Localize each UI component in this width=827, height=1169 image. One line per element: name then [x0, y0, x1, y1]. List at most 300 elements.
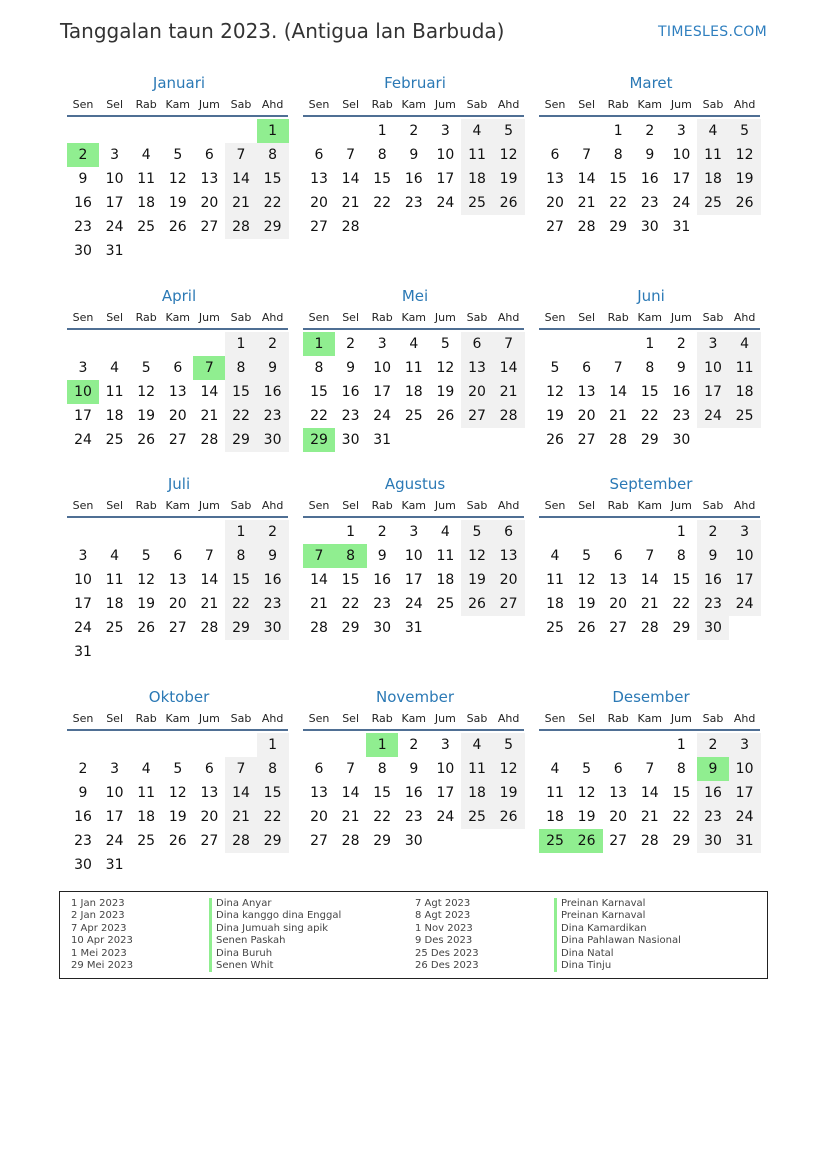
- day-cell: 9: [645, 147, 655, 163]
- day-cell: 28: [200, 432, 219, 448]
- day-cell: 8: [613, 147, 623, 163]
- weekday-label: Sab: [230, 98, 252, 111]
- weekday-label: Sab: [466, 311, 488, 324]
- day-cell: 14: [609, 384, 628, 400]
- day-cell: 27: [168, 432, 187, 448]
- day-cell: 22: [640, 408, 659, 424]
- day-cell: 5: [440, 336, 450, 352]
- month-name: Maret: [629, 74, 673, 92]
- day-cell: 20: [609, 596, 628, 612]
- day-cell: 10: [697, 356, 729, 380]
- day-cell: 20: [200, 195, 219, 211]
- month-name: September: [609, 475, 693, 493]
- day-cell: 7: [645, 761, 655, 777]
- day-cell: 26: [493, 805, 525, 829]
- weekday-label: Kam: [401, 311, 427, 324]
- day-cell: 27: [310, 833, 328, 849]
- day-cell: 16: [404, 171, 423, 187]
- weekday-label: Kam: [165, 712, 191, 725]
- month-name: Februari: [384, 74, 446, 92]
- weekday-label: Sab: [702, 311, 724, 324]
- day-cell: 22: [373, 809, 392, 825]
- day-cell: 5: [173, 761, 183, 777]
- day-cell: 6: [204, 147, 214, 163]
- legend-date: 1 Jan 2023: [71, 898, 125, 909]
- legend-date: 7 Apr 2023: [71, 922, 127, 934]
- day-cell: 25: [461, 805, 493, 829]
- day-cell: 2: [346, 336, 356, 352]
- month-maret: [539, 74, 763, 254]
- day-cell: 26: [729, 191, 761, 215]
- day-cell: 3: [78, 548, 88, 564]
- day-cell: 28: [640, 833, 659, 849]
- day-cell: 3: [110, 147, 120, 163]
- day-cell: 16: [373, 572, 392, 588]
- day-cell: 22: [257, 805, 289, 829]
- day-cell: 29: [672, 620, 691, 636]
- day-cell: 28: [225, 829, 257, 853]
- weekday-label: Sab: [230, 311, 252, 324]
- weekday-label: Rab: [135, 311, 157, 324]
- day-cell: 11: [546, 785, 564, 801]
- weekday-label: Jum: [198, 499, 220, 512]
- day-cell: 22: [672, 809, 691, 825]
- day-cell: 8: [676, 761, 686, 777]
- day-cell: 21: [225, 191, 257, 215]
- day-cell: 19: [168, 809, 187, 825]
- day-cell: 7: [582, 147, 592, 163]
- day-cell: 18: [105, 408, 124, 424]
- day-cell: 19: [577, 596, 596, 612]
- day-cell: 11: [105, 384, 124, 400]
- day-cell: 31: [404, 620, 423, 636]
- weekday-label: Sel: [578, 712, 595, 725]
- day-cell: 10: [373, 360, 392, 376]
- weekday-label: Sel: [106, 98, 123, 111]
- day-cell: 24: [436, 195, 455, 211]
- legend-holiday-name: Dina Jumuah sing apik: [209, 923, 341, 935]
- day-cell: 20: [200, 809, 219, 825]
- day-cell: 9: [409, 147, 419, 163]
- weekday-label: Jum: [670, 311, 692, 324]
- day-cell: 17: [105, 809, 124, 825]
- day-cell: 31: [672, 219, 691, 235]
- day-cell: 10: [436, 761, 455, 777]
- day-cell: 11: [404, 360, 423, 376]
- day-cell: 28: [577, 219, 596, 235]
- day-cell: 20: [577, 408, 596, 424]
- day-cell: 8: [645, 360, 655, 376]
- day-cell: 28: [200, 620, 219, 636]
- day-cell: 5: [141, 360, 151, 376]
- day-cell: 20: [546, 195, 564, 211]
- day-cell: 18: [697, 167, 729, 191]
- legend-date: 7 Agt 2023: [415, 898, 471, 909]
- legend-holiday-name: Senen Whit: [209, 960, 341, 972]
- day-cell: 17: [436, 171, 455, 187]
- day-cell: 26: [137, 432, 156, 448]
- day-cell: 9: [346, 360, 356, 376]
- weekday-label: Kam: [401, 499, 427, 512]
- day-cell: 6: [493, 520, 525, 544]
- day-cell: 4: [461, 119, 493, 143]
- day-cell: 4: [440, 524, 450, 540]
- day-cell: 25: [436, 596, 455, 612]
- day-cell: 30: [74, 857, 92, 873]
- day-cell: 26: [137, 620, 156, 636]
- day-cell: 19: [436, 384, 455, 400]
- day-cell: 7: [225, 143, 257, 167]
- weekday-label: Jum: [198, 311, 220, 324]
- day-cell: 28: [341, 833, 360, 849]
- day-cell: 27: [461, 404, 493, 428]
- day-cell: 4: [409, 336, 419, 352]
- month-divider: [539, 729, 760, 731]
- day-cell: 13: [200, 785, 219, 801]
- day-cell: 14: [310, 572, 328, 588]
- day-cell: 29: [257, 215, 289, 239]
- day-cell: 16: [257, 568, 289, 592]
- day-cell: 15: [341, 572, 360, 588]
- weekday-label: Rab: [371, 499, 393, 512]
- month-name: April: [161, 287, 197, 305]
- month-name: Desember: [612, 688, 690, 706]
- day-cell: 22: [310, 408, 328, 424]
- month-februari: [303, 74, 527, 254]
- day-cell: 15: [225, 380, 257, 404]
- month-divider: [303, 328, 524, 330]
- day-cell: 28: [609, 432, 628, 448]
- day-cell: 28: [225, 215, 257, 239]
- weekday-label: Sel: [578, 311, 595, 324]
- month-juli: [67, 475, 291, 660]
- holiday-day-cell: 7: [193, 356, 225, 380]
- legend-date: 25 Des 2023: [415, 947, 479, 959]
- day-cell: 11: [697, 143, 729, 167]
- day-cell: 6: [550, 147, 560, 163]
- day-cell: 14: [225, 167, 257, 191]
- month-divider: [67, 328, 288, 330]
- weekday-label: Rab: [135, 98, 157, 111]
- day-cell: 10: [672, 147, 691, 163]
- day-cell: 17: [74, 596, 92, 612]
- month-name: Juni: [637, 287, 665, 305]
- legend-date: 1 Nov 2023: [415, 922, 473, 934]
- day-cell: 10: [105, 785, 124, 801]
- weekday-label: Sab: [466, 499, 488, 512]
- day-cell: 30: [74, 243, 92, 259]
- weekday-label: Ahd: [261, 499, 284, 512]
- day-cell: 20: [461, 380, 493, 404]
- month-divider: [303, 729, 524, 731]
- day-cell: 8: [377, 147, 387, 163]
- weekday-label: Rab: [135, 712, 157, 725]
- month-november: [303, 688, 527, 868]
- weekday-label: Rab: [607, 98, 629, 111]
- day-cell: 6: [173, 548, 183, 564]
- day-cell: 26: [168, 219, 187, 235]
- day-cell: 15: [310, 384, 328, 400]
- legend-date: 8 Agt 2023: [415, 910, 471, 922]
- day-cell: 24: [105, 833, 124, 849]
- day-cell: 17: [74, 408, 92, 424]
- day-cell: 24: [697, 404, 729, 428]
- day-cell: 28: [310, 620, 328, 636]
- day-cell: 25: [729, 404, 761, 428]
- day-cell: 10: [729, 544, 761, 568]
- day-cell: 18: [461, 781, 493, 805]
- month-oktober: [67, 688, 291, 873]
- day-cell: 15: [373, 171, 392, 187]
- day-cell: 2: [697, 733, 729, 757]
- legend-dates-left: [71, 898, 133, 972]
- weekday-label: Sab: [466, 98, 488, 111]
- day-cell: 28: [493, 404, 525, 428]
- day-cell: 20: [609, 809, 628, 825]
- weekday-label: Ahd: [497, 98, 520, 111]
- legend-holiday-name: Dina Pahlawan Nasional: [554, 935, 681, 947]
- weekday-label: Ahd: [497, 311, 520, 324]
- month-divider: [303, 115, 524, 117]
- day-cell: 27: [200, 833, 219, 849]
- weekday-label: Sab: [230, 712, 252, 725]
- day-cell: 28: [640, 620, 659, 636]
- day-cell: 16: [74, 195, 92, 211]
- weekday-label: Rab: [607, 499, 629, 512]
- weekday-label: Sen: [72, 98, 94, 111]
- day-cell: 9: [257, 544, 289, 568]
- weekday-label: Sen: [544, 499, 566, 512]
- weekday-label: Kam: [165, 499, 191, 512]
- day-cell: 23: [404, 195, 423, 211]
- day-cell: 2: [676, 336, 686, 352]
- holiday-day-cell: 2: [67, 143, 99, 167]
- day-cell: 16: [341, 384, 360, 400]
- day-cell: 14: [640, 785, 659, 801]
- day-cell: 16: [404, 785, 423, 801]
- weekday-label: Sel: [106, 499, 123, 512]
- day-cell: 17: [404, 572, 423, 588]
- holiday-legend: [59, 891, 768, 979]
- weekday-label: Sel: [342, 98, 359, 111]
- day-cell: 20: [168, 596, 187, 612]
- day-cell: 19: [493, 167, 525, 191]
- day-cell: 12: [729, 143, 761, 167]
- month-januari: [67, 74, 291, 259]
- day-cell: 24: [729, 592, 761, 616]
- day-cell: 7: [346, 761, 356, 777]
- day-cell: 1: [225, 332, 257, 356]
- weekday-label: Sen: [72, 499, 94, 512]
- month-september: [539, 475, 763, 655]
- day-cell: 30: [257, 428, 289, 452]
- holiday-day-cell: 1: [257, 119, 289, 143]
- day-cell: 30: [672, 432, 691, 448]
- legend-date: 10 Apr 2023: [71, 935, 133, 947]
- day-cell: 16: [697, 568, 729, 592]
- day-cell: 18: [729, 380, 761, 404]
- day-cell: 8: [377, 761, 387, 777]
- weekday-label: Sel: [578, 499, 595, 512]
- day-cell: 3: [78, 360, 88, 376]
- day-cell: 7: [225, 757, 257, 781]
- day-cell: 18: [546, 809, 564, 825]
- day-cell: 16: [697, 781, 729, 805]
- day-cell: 24: [74, 620, 92, 636]
- day-cell: 15: [225, 568, 257, 592]
- day-cell: 4: [550, 761, 560, 777]
- legend-holiday-name: Dina Buruh: [209, 948, 341, 960]
- day-cell: 1: [676, 524, 686, 540]
- brand-link[interactable]: TIMESLES.COM: [658, 24, 767, 40]
- legend-date: 29 Mei 2023: [71, 960, 134, 972]
- day-cell: 11: [729, 356, 761, 380]
- day-cell: 14: [200, 384, 219, 400]
- month-name: November: [375, 688, 455, 706]
- day-cell: 11: [105, 572, 124, 588]
- day-cell: 21: [200, 596, 219, 612]
- day-cell: 4: [110, 548, 120, 564]
- day-cell: 10: [729, 757, 761, 781]
- day-cell: 13: [310, 171, 328, 187]
- day-cell: 14: [341, 171, 360, 187]
- holiday-day-cell: 29: [303, 428, 335, 452]
- legend-names-right: [554, 898, 681, 972]
- day-cell: 18: [461, 167, 493, 191]
- day-cell: 6: [173, 360, 183, 376]
- weekday-label: Sab: [230, 499, 252, 512]
- day-cell: 12: [137, 384, 156, 400]
- day-cell: 4: [697, 119, 729, 143]
- weekday-label: Jum: [434, 311, 456, 324]
- day-cell: 6: [461, 332, 493, 356]
- day-cell: 22: [373, 195, 392, 211]
- day-cell: 14: [640, 572, 659, 588]
- weekday-label: Ahd: [733, 712, 756, 725]
- day-cell: 15: [640, 384, 659, 400]
- day-cell: 27: [577, 432, 596, 448]
- weekday-label: Jum: [434, 712, 456, 725]
- month-divider: [539, 115, 760, 117]
- day-cell: 25: [461, 191, 493, 215]
- weekday-label: Ahd: [497, 499, 520, 512]
- day-cell: 25: [546, 620, 564, 636]
- day-cell: 26: [168, 833, 187, 849]
- day-cell: 11: [436, 548, 455, 564]
- day-cell: 31: [729, 829, 761, 853]
- legend-names-left: [209, 898, 341, 972]
- day-cell: 8: [676, 548, 686, 564]
- legend-date: 9 Des 2023: [415, 935, 473, 947]
- day-cell: 6: [613, 548, 623, 564]
- day-cell: 21: [609, 408, 628, 424]
- day-cell: 7: [613, 360, 623, 376]
- day-cell: 14: [341, 785, 360, 801]
- day-cell: 2: [257, 332, 289, 356]
- weekday-label: Sen: [544, 311, 566, 324]
- day-cell: 24: [404, 596, 423, 612]
- day-cell: 6: [582, 360, 592, 376]
- weekday-label: Jum: [434, 98, 456, 111]
- month-divider: [67, 516, 288, 518]
- day-cell: 6: [314, 761, 324, 777]
- day-cell: 23: [74, 219, 92, 235]
- weekday-label: Ahd: [733, 311, 756, 324]
- day-cell: 23: [404, 809, 423, 825]
- weekday-label: Sel: [578, 98, 595, 111]
- month-april: [67, 287, 291, 467]
- weekday-label: Kam: [165, 98, 191, 111]
- weekday-label: Ahd: [733, 499, 756, 512]
- day-cell: 26: [493, 191, 525, 215]
- weekday-label: Ahd: [733, 98, 756, 111]
- weekday-label: Ahd: [261, 98, 284, 111]
- day-cell: 23: [74, 833, 92, 849]
- day-cell: 29: [672, 833, 691, 849]
- day-cell: 22: [225, 404, 257, 428]
- day-cell: 15: [609, 171, 628, 187]
- day-cell: 29: [257, 829, 289, 853]
- day-cell: 4: [550, 548, 560, 564]
- weekday-label: Jum: [670, 712, 692, 725]
- day-cell: 31: [105, 243, 124, 259]
- day-cell: 19: [729, 167, 761, 191]
- day-cell: 4: [461, 733, 493, 757]
- weekday-label: Jum: [434, 499, 456, 512]
- day-cell: 13: [168, 384, 187, 400]
- day-cell: 1: [225, 520, 257, 544]
- day-cell: 21: [493, 380, 525, 404]
- day-cell: 23: [697, 805, 729, 829]
- weekday-label: Kam: [165, 311, 191, 324]
- day-cell: 12: [493, 757, 525, 781]
- day-cell: 26: [436, 408, 455, 424]
- weekday-label: Ahd: [261, 712, 284, 725]
- day-cell: 4: [141, 147, 151, 163]
- day-cell: 30: [640, 219, 659, 235]
- day-cell: 11: [461, 757, 493, 781]
- day-cell: 5: [173, 147, 183, 163]
- weekday-label: Kam: [637, 311, 663, 324]
- day-cell: 23: [640, 195, 659, 211]
- day-cell: 22: [341, 596, 360, 612]
- month-divider: [303, 516, 524, 518]
- day-cell: 19: [461, 568, 493, 592]
- weekday-label: Sel: [106, 712, 123, 725]
- day-cell: 22: [672, 596, 691, 612]
- day-cell: 31: [105, 857, 124, 873]
- day-cell: 12: [493, 143, 525, 167]
- day-cell: 1: [676, 737, 686, 753]
- day-cell: 12: [168, 785, 187, 801]
- day-cell: 13: [609, 572, 628, 588]
- day-cell: 19: [137, 408, 156, 424]
- day-cell: 19: [493, 781, 525, 805]
- day-cell: 31: [74, 644, 92, 660]
- day-cell: 23: [257, 404, 289, 428]
- day-cell: 21: [200, 408, 219, 424]
- day-cell: 4: [141, 761, 151, 777]
- day-cell: 30: [404, 833, 423, 849]
- holiday-day-cell: 10: [67, 380, 99, 404]
- day-cell: 31: [373, 432, 392, 448]
- holiday-day-cell: 8: [335, 544, 367, 568]
- day-cell: 27: [609, 620, 628, 636]
- legend-holiday-name: Dina Kamardikan: [554, 923, 681, 935]
- day-cell: 5: [550, 360, 560, 376]
- weekday-label: Jum: [670, 499, 692, 512]
- day-cell: 13: [461, 356, 493, 380]
